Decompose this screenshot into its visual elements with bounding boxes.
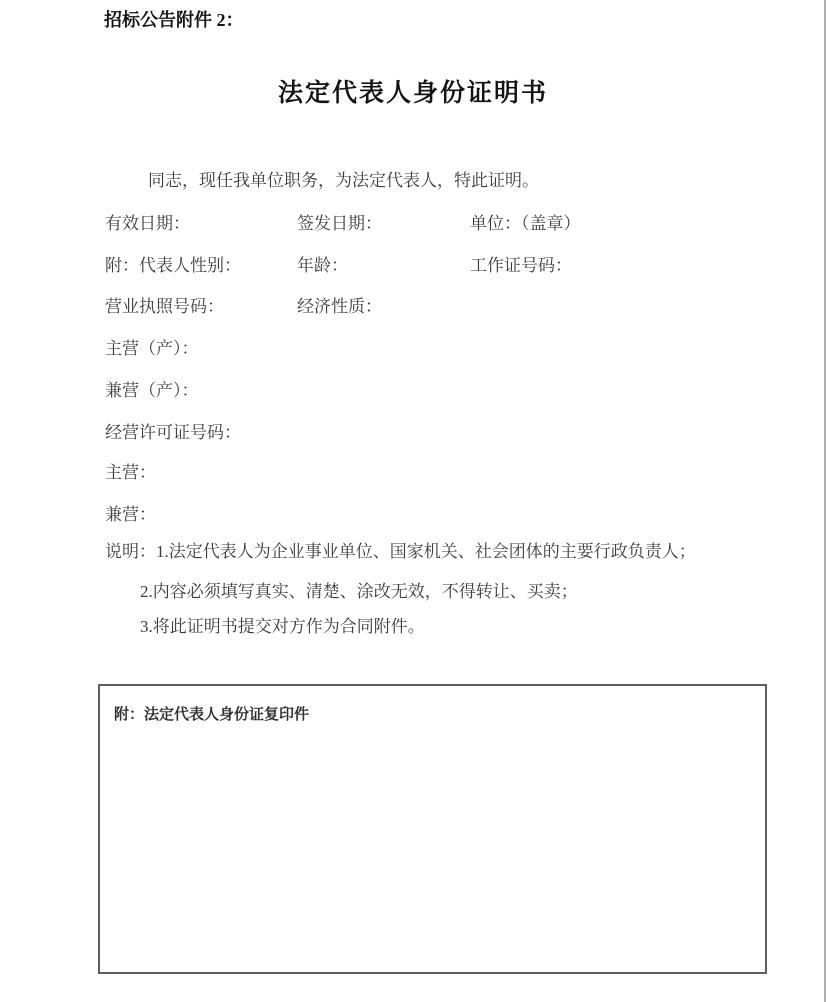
field-issue-date-label: 签发日期： (297, 214, 382, 233)
field-unit-seal-label: 单位：（盖章） (470, 214, 581, 233)
field-main-label: 主营： (105, 463, 156, 482)
field-side-product-label: 兼营（产）： (105, 381, 199, 400)
notes-item-2: 2.内容必须填写真实、清楚、涂改无效，不得转让、买卖； (140, 582, 578, 601)
field-economic-nature-label: 经济性质： (297, 297, 382, 316)
field-operating-license-label: 经营许可证号码： (105, 423, 241, 442)
field-rep-gender-label: 附：代表人性别： (105, 256, 241, 275)
intro-paragraph: 同志，现任我单位职务，为法定代表人，特此证明。 (148, 171, 539, 190)
field-business-license-label: 营业执照号码： (105, 297, 224, 316)
notes-line-1 (105, 541, 745, 562)
field-age-label: 年龄： (297, 256, 348, 275)
document-title: 法定代表人身份证明书 (277, 80, 548, 107)
attachment-number-label: 招标公告附件 2： (104, 10, 244, 30)
field-work-id-label: 工作证号码： (470, 256, 572, 275)
field-valid-date-label: 有效日期： (105, 214, 190, 233)
notes-item-3: 3.将此证明书提交对方作为合同附件。 (140, 617, 425, 636)
field-side-label: 兼营： (105, 505, 156, 524)
field-main-product-label: 主营（产）： (105, 339, 199, 358)
id-copy-attachment-label: 附：法定代表人身份证复印件 (114, 707, 310, 723)
id-copy-attachment-box (98, 684, 767, 974)
notes-label: 说明： (105, 542, 156, 561)
notes-item-1: 1.法定代表人为企业事业单位、国家机关、社会团体的主要行政负责人； (156, 542, 696, 561)
